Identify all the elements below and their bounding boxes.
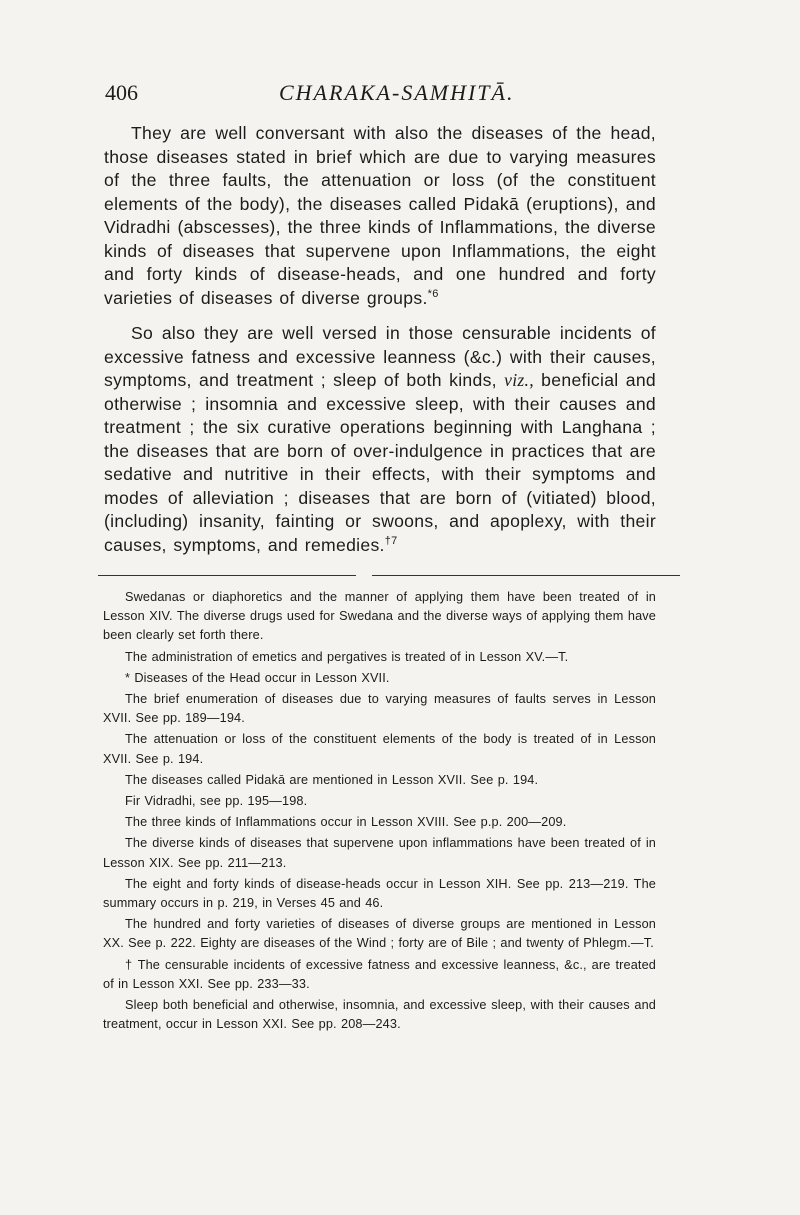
page-number: 406	[105, 80, 138, 105]
page-header	[105, 80, 665, 110]
footnotes	[103, 588, 656, 1034]
footnote-divider-left	[98, 575, 356, 576]
footnote-mark-1: *6	[427, 287, 439, 300]
paragraph-1-text: They are well conversant with also the diseases of the head, those diseases stated in brief which are due to varying measures of the three faults, the attenuation or loss (of the constituent elements of the body), the diseases called Pidakā (eruptions), and Vidradhi (abscesses), the three kinds of Inflammations, the diverse kinds of diseases that supervene upon Inflammations, the eight and forty kinds of disease-heads, and one hundred and forty varieties of diseases of diverse groups.	[104, 123, 656, 308]
main-text	[104, 122, 656, 557]
footnote: † The censurable incidents of excessive fatness and excessive leanness, &c., are treated of in Lesson XXI. See pp. 233—33.	[103, 957, 656, 991]
footnote: The three kinds of Inflammations occur in Lesson XVIII. See p.p. 200—209.	[125, 815, 567, 830]
footnote: The eight and forty kinds of disease-heads occur in Lesson XIH. See pp. 213—219. The summary occurs in p. 219, in Verses 45 and 46.	[103, 876, 656, 911]
footnote: The hundred and forty varieties of diseases of diverse groups are mentioned in Lesson XX. See p. 222. Eighty are diseases of the Wind ; forty are of Bile ; and twenty of Phlegm.—T.	[103, 917, 656, 951]
paragraph-2-italic: viz.,	[504, 370, 534, 390]
running-title: CHARAKA-SAMHITĀ.	[279, 80, 515, 105]
paragraph-2	[104, 322, 656, 557]
footnote: The brief enumeration of diseases due to varying measures of faults serves in Lesson XVII. See pp. 189—194.	[103, 692, 656, 726]
paragraph-1	[104, 122, 656, 310]
footnote: * Diseases of the Head occur in Lesson XVII.	[125, 670, 390, 685]
footnote-divider-right	[372, 575, 680, 576]
paragraph-2-text-after: beneficial and otherwise ; insomnia and excessive sleep, with their causes and treatment ; the six curative operations beginning with Langhana ; the diseases that are born of over-indulgence in practices that are sedative and nutritive in their effects, with their symptoms and modes of alleviation ; diseases that are born of (vitiated) blood, (including) insanity, fainting or swoons, and apoplexy, with their causes, symptoms, and remedies.	[104, 370, 657, 555]
footnote: The diseases called Pidakā are mentioned in Lesson XVII. See p. 194.	[125, 772, 539, 787]
footnote: Fir Vidradhi, see pp. 195—198.	[125, 794, 308, 809]
footnote: The diverse kinds of diseases that supervene upon inflammations have been treated of in Lesson XIX. See pp. 211—213.	[103, 836, 656, 870]
footnote-mark-2: †7	[384, 534, 398, 547]
footnote: The administration of emetics and pergatives is treated of in Lesson XV.—T.	[125, 649, 569, 664]
footnote: The attenuation or loss of the constituent elements of the body is treated of in Lesson XVII. See p. 194.	[103, 732, 656, 766]
footnote: Swedanas or diaphoretics and the manner of applying them have been treated of in Lesson XIV. The diverse drugs used for Swedana and the diverse ways of applying them have been clearly set forth there.	[103, 590, 656, 643]
paragraph-2-text-before: So also they are well versed in those censurable incidents of excessive fatness and excessive leanness (&c.) with their causes, symptoms, and treatment ; sleep of both kinds,	[104, 323, 656, 390]
footnote: Sleep both beneficial and otherwise, insomnia, and excessive sleep, with their causes and treatment, occur in Lesson XXI. See pp. 208—243.	[103, 998, 656, 1032]
